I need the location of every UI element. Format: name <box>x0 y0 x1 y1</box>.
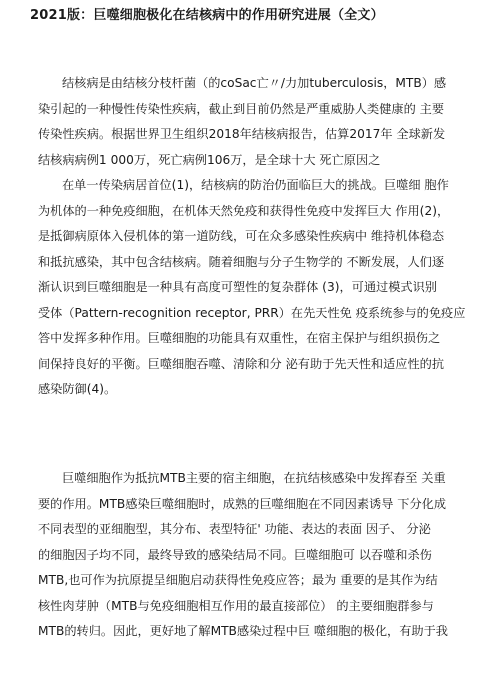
text-line: 结核病病例1 000万，死亡病例106万，是全球十大 死亡原因之 <box>38 152 381 167</box>
text-line: 是抵御病原体入侵机体的第一道防线，可在众多感染性疾病中 维持机体稳态 <box>38 229 445 243</box>
document-title: 2021版：巨噬细胞极化在结核病中的作用研究进展（全文） <box>30 8 384 23</box>
text-line: 和抵抗感染，其中包含结核病。随着细胞与分子生物学的 不断发展，人们逐 <box>38 254 445 269</box>
paragraph-intro <box>38 71 468 173</box>
text-line: 巨噬细胞作为抵抗MTB主要的宿主细胞，在抗结核感染中发挥舂至 关重 <box>62 471 446 485</box>
text-line: 受体（Pattern-recognition receptor, PRR）在先天性免 疫系统参与的免疫应 <box>38 305 466 320</box>
text-line: 为机体的一种免疫细胞，在机体天然免疫和获得性免疫中发挥巨大 作用(2)， <box>38 203 450 218</box>
text-line: 结核病是由结核分枝杆菌（的coSac亡〃/力加tuberculosis，MTB）感 <box>62 76 447 90</box>
paragraph-mtb-host <box>38 466 468 645</box>
text-line: 在单一传染病居首位(1)，结核病的防治仍面临巨大的挑战。巨噬细 胞作 <box>62 178 449 192</box>
text-line: MTB的转归。因此，更好地了解MTB感染过程中巨 噬细胞的极化，有助于我 <box>38 624 448 638</box>
paragraph-macrophage-role <box>38 173 468 403</box>
text-line: 答中发挥多种作用。巨噬细胞的功能具有双重性，在宿主保护与组织损伤之 <box>38 331 441 345</box>
text-line: MTB,也可作为抗原提呈细胞启动获得性免疫应答；最为 重要的是其作为结 <box>38 573 438 587</box>
text-line: 核性肉芽肿（MTB与免疫细胞相互作用的最直接部位） 的主要细胞群参与 <box>38 598 434 613</box>
text-line: 渐认识到巨噬细胞是一种具有高度可塑性的复杂群体 (3)，可通过模式识别 <box>38 280 437 294</box>
text-line: 不同表型的亚细胞型，其分布、表型特征' 功能、表达的表面 因子、 分泌 <box>38 522 431 536</box>
text-line: 染引起的一种慢性传染性疾病，截止到目前仍然是严重威胁人类健康的 主要 <box>38 101 445 116</box>
text-line: 间保持良好的平衡。巨噬细胞吞噬、清除和分 泌有助于先天性和适应性的抗 <box>38 356 445 371</box>
text-line: 感染防御(4)。 <box>38 382 117 396</box>
text-line: 要的作用。MTB感染巨噬细胞时，成熟的巨噬细胞在不同因素诱导 下分化成 <box>38 496 447 511</box>
text-line: 传染性疾病。根据世界卫生组织2018年结核病报告，估算2017年 全球新发 <box>38 127 446 141</box>
text-line: 的细胞因子均不同，最终导致的感染结局不同。巨噬细胞可 以吞噬和杀伤 <box>38 547 432 562</box>
